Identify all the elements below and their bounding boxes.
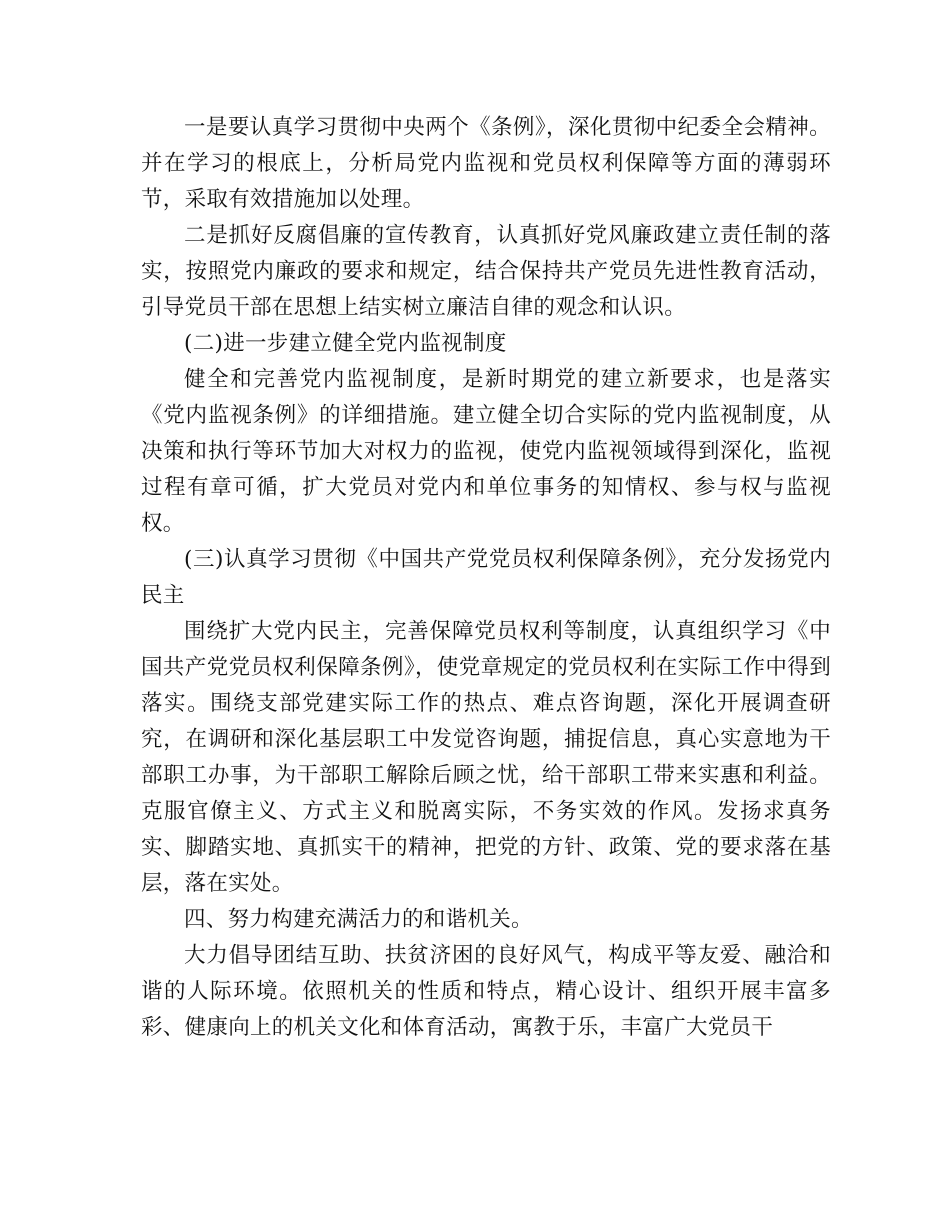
section-heading-4: 四、努力构建充满活力的和谐机关。 xyxy=(184,907,533,932)
paragraph-4: 围绕扩大党内民主，完善保障党员权利等制度，认真组织学习《中国共产党党员权利保障条例》，使党章规定的党员权利在实际工作中得到落实。围绕支部党建实际工作的热点、难点咨询题，深化开展调查研究，在调研和深化基层职工中发觉咨询题，捕捉信息，真心实意地为干部职工办事，为干部职工解除后顾之忧，给干部职工带来实惠和利益。克服官僚主义、方式主义和脱离实际，不务实效的作风。发扬求真务实、脚踏实地、真抓实干的精神，把党的方针、政策、党的要求落在基层，落在实处。 xyxy=(141,619,831,896)
paragraph-3: 健全和完善党内监视制度，是新时期党的建立新要求，也是落实《党内监视条例》的详细措施。建立健全切合实际的党内监视制度，从决策和执行等环节加大对权力的监视，使党内监视领域得到深化，监视过程有章可循，扩大党员对党内和单位事务的知情权、参与权与监视权。 xyxy=(141,367,831,536)
paragraph-5: 大力倡导团结互助、扶贫济困的良好风气，构成平等友爱、融洽和谐的人际环境。依照机关的性质和特点，精心设计、组织开展丰富多彩、健康向上的机关文化和体育活动，寓教于乐，丰富广大党员干 xyxy=(141,943,831,1040)
paragraph-2: 二是抓好反腐倡廉的宣传教育，认真抓好党风廉政建立责任制的落实，按照党内廉政的要求和规定，结合保持共产党员先进性教育活动，引导党员干部在思想上结实树立廉洁自律的观念和认识。 xyxy=(141,223,831,320)
section-heading-3: (三)认真学习贯彻《中国共产党党员权利保障条例》，充分发扬党内民主 xyxy=(141,547,831,608)
paragraph-1: 一是要认真学习贯彻中央两个《条例》，深化贯彻中纪委全会精神。并在学习的根底上，分析局党内监视和党员权利保障等方面的薄弱环节，采取有效措施加以处理。 xyxy=(141,115,831,212)
document-body xyxy=(141,110,831,1046)
section-heading-2: (二)进一步建立健全党内监视制度 xyxy=(184,331,507,356)
